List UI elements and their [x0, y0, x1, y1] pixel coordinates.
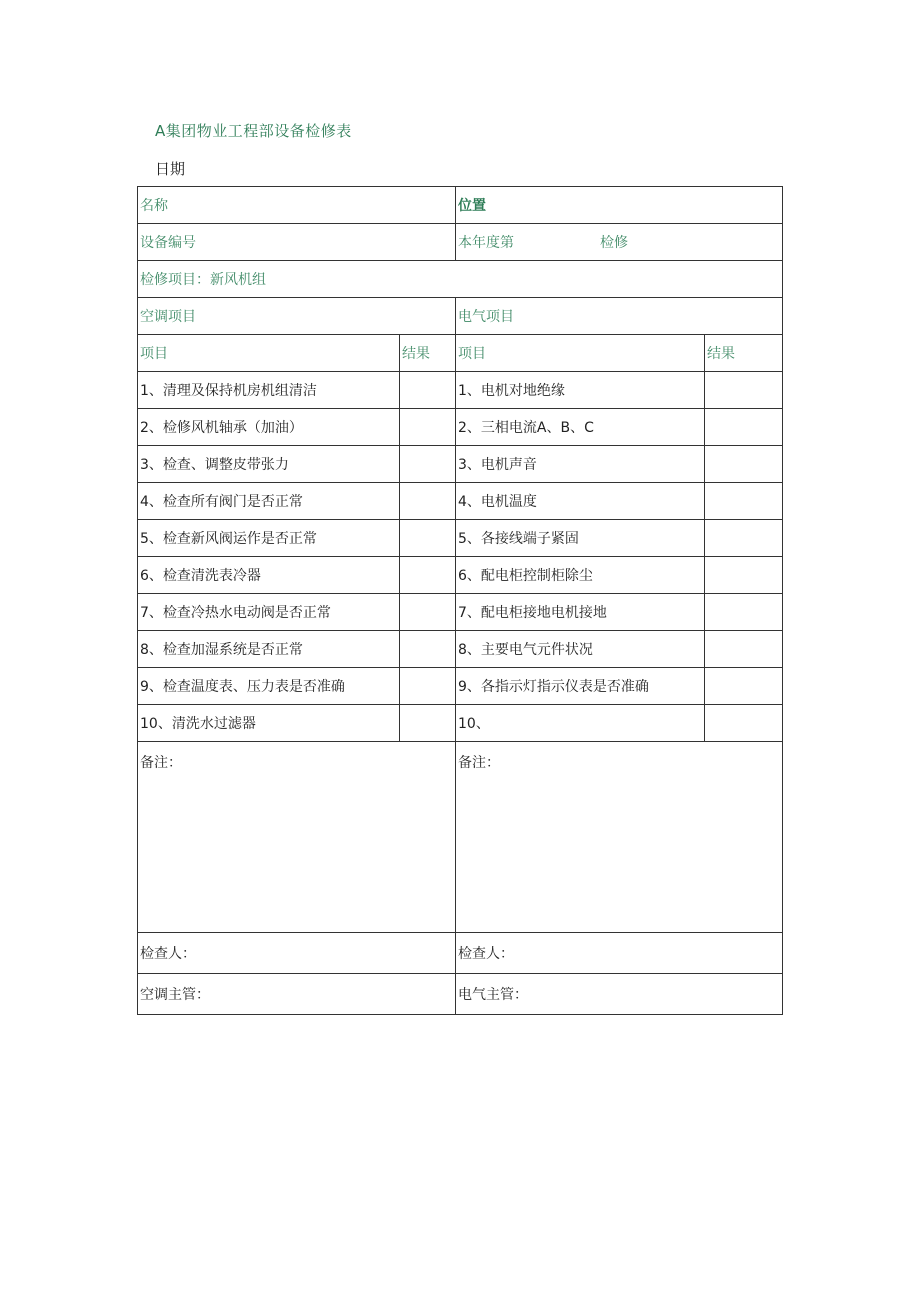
- location-label: 位置: [456, 187, 783, 224]
- inspector-row: [138, 933, 783, 974]
- ac-section-label: 空调项目: [138, 298, 456, 335]
- table-row: [138, 409, 783, 446]
- elec-item: 7、配电柜接地电机接地: [456, 594, 705, 631]
- ac-item: 5、检查新风阀运作是否正常: [138, 520, 400, 557]
- table-row: [138, 372, 783, 409]
- header-row-device: [138, 224, 783, 261]
- elec-result-cell[interactable]: [705, 594, 783, 631]
- ac-remarks[interactable]: 备注：: [138, 742, 456, 933]
- elec-item: 6、配电柜控制柜除尘: [456, 557, 705, 594]
- elec-item: 8、主要电气元件状况: [456, 631, 705, 668]
- ac-item: 3、检查、调整皮带张力: [138, 446, 400, 483]
- ac-item: 1、清理及保持机房机组清洁: [138, 372, 400, 409]
- ac-item: 9、检查温度表、压力表是否准确: [138, 668, 400, 705]
- ac-result-cell[interactable]: [400, 668, 456, 705]
- table-row: [138, 705, 783, 742]
- elec-result-cell[interactable]: [705, 668, 783, 705]
- elec-result-cell[interactable]: [705, 446, 783, 483]
- maintenance-form-table: [137, 186, 783, 1015]
- ac-result-cell[interactable]: [400, 705, 456, 742]
- elec-item: 1、电机对地绝缘: [456, 372, 705, 409]
- date-label: 日期: [155, 160, 186, 178]
- device-no-label: 设备编号: [138, 224, 456, 261]
- supervisor-row: [138, 974, 783, 1015]
- ac-item-header: 项目: [138, 335, 400, 372]
- elec-result-header: 结果: [705, 335, 783, 372]
- ac-supervisor[interactable]: 空调主管：: [138, 974, 456, 1015]
- header-row-item: [138, 261, 783, 298]
- ac-item: 6、检查清洗表冷器: [138, 557, 400, 594]
- maint-label: 检修: [600, 235, 628, 251]
- ac-result-cell[interactable]: [400, 446, 456, 483]
- elec-result-cell[interactable]: [705, 557, 783, 594]
- elec-item: 3、电机声音: [456, 446, 705, 483]
- ac-item: 7、检查冷热水电动阀是否正常: [138, 594, 400, 631]
- table-row: [138, 520, 783, 557]
- elec-inspector[interactable]: 检查人：: [456, 933, 783, 974]
- ac-result-cell[interactable]: [400, 409, 456, 446]
- column-header-row: [138, 335, 783, 372]
- elec-result-cell[interactable]: [705, 705, 783, 742]
- table-row: [138, 446, 783, 483]
- table-row: [138, 483, 783, 520]
- table-row: [138, 557, 783, 594]
- elec-result-cell[interactable]: [705, 631, 783, 668]
- elec-result-cell[interactable]: [705, 520, 783, 557]
- elec-item: 2、三相电流A、B、C: [456, 409, 705, 446]
- elec-result-cell[interactable]: [705, 483, 783, 520]
- remarks-row: [138, 742, 783, 933]
- elec-remarks[interactable]: 备注：: [456, 742, 783, 933]
- table-row: [138, 631, 783, 668]
- ac-result-header: 结果: [400, 335, 456, 372]
- elec-section-label: 电气项目: [456, 298, 783, 335]
- elec-result-cell[interactable]: [705, 409, 783, 446]
- form-title: A集团物业工程部设备检修表: [155, 122, 352, 140]
- ac-item: 8、检查加湿系统是否正常: [138, 631, 400, 668]
- ac-result-cell[interactable]: [400, 631, 456, 668]
- name-label: 名称: [138, 187, 456, 224]
- ac-result-cell[interactable]: [400, 483, 456, 520]
- elec-item: 5、各接线端子紧固: [456, 520, 705, 557]
- maint-item-label: 检修项目：新风机组: [138, 261, 783, 298]
- annual-maint-cell: [456, 224, 783, 261]
- table-row: [138, 668, 783, 705]
- ac-item: 2、检修风机轴承（加油）: [138, 409, 400, 446]
- elec-item-header: 项目: [456, 335, 705, 372]
- ac-inspector[interactable]: 检查人：: [138, 933, 456, 974]
- elec-item: 9、各指示灯指示仪表是否准确: [456, 668, 705, 705]
- year-label: 本年度第: [458, 235, 514, 251]
- ac-item: 10、清洗水过滤器: [138, 705, 400, 742]
- elec-item: 10、: [456, 705, 705, 742]
- elec-result-cell[interactable]: [705, 372, 783, 409]
- elec-supervisor[interactable]: 电气主管：: [456, 974, 783, 1015]
- header-row-name: [138, 187, 783, 224]
- ac-result-cell[interactable]: [400, 520, 456, 557]
- table-row: [138, 594, 783, 631]
- ac-result-cell[interactable]: [400, 557, 456, 594]
- section-row: [138, 298, 783, 335]
- elec-item: 4、电机温度: [456, 483, 705, 520]
- ac-result-cell[interactable]: [400, 372, 456, 409]
- ac-item: 4、检查所有阀门是否正常: [138, 483, 400, 520]
- ac-result-cell[interactable]: [400, 594, 456, 631]
